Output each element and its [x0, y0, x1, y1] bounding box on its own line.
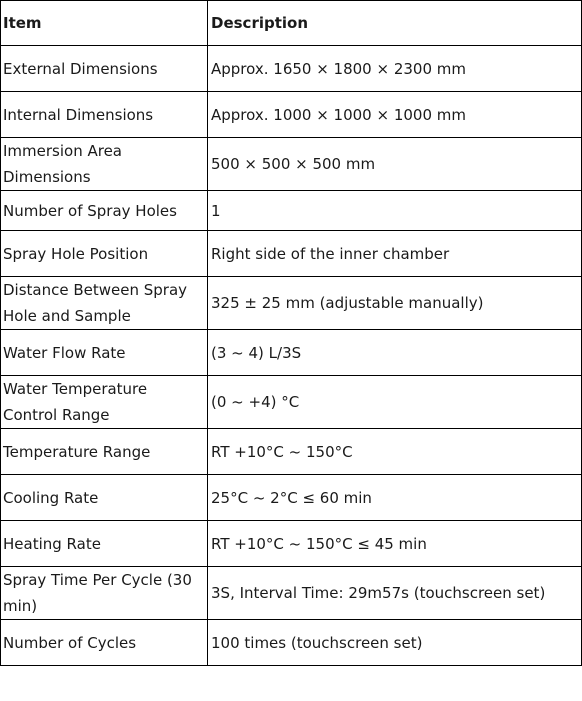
description-cell: 25°C ~ 2°C ≤ 60 min	[208, 475, 582, 521]
item-cell: Distance Between Spray Hole and Sample	[1, 277, 208, 330]
item-cell: Spray Time Per Cycle (30 min)	[1, 567, 208, 620]
item-cell: Spray Hole Position	[1, 231, 208, 277]
item-cell: Number of Cycles	[1, 620, 208, 666]
table-row	[1, 620, 582, 666]
table-row	[1, 376, 582, 429]
description-cell: Approx. 1000 × 1000 × 1000 mm	[208, 92, 582, 138]
table-row	[1, 231, 582, 277]
item-cell: Temperature Range	[1, 429, 208, 475]
item-cell: Internal Dimensions	[1, 92, 208, 138]
table-row	[1, 277, 582, 330]
table-row	[1, 191, 582, 231]
description-cell: RT +10°C ~ 150°C ≤ 45 min	[208, 521, 582, 567]
description-cell: 1	[208, 191, 582, 231]
item-cell: Immersion Area Dimensions	[1, 138, 208, 191]
table-row	[1, 429, 582, 475]
item-cell: Water Flow Rate	[1, 330, 208, 376]
item-cell: Water Temperature Control Range	[1, 376, 208, 429]
description-cell: RT +10°C ~ 150°C	[208, 429, 582, 475]
item-cell: Heating Rate	[1, 521, 208, 567]
item-cell: Number of Spray Holes	[1, 191, 208, 231]
table-header-row	[1, 1, 582, 46]
description-cell: 100 times (touchscreen set)	[208, 620, 582, 666]
item-cell: Cooling Rate	[1, 475, 208, 521]
table-row	[1, 138, 582, 191]
table-row	[1, 92, 582, 138]
description-cell: (3 ~ 4) L/3S	[208, 330, 582, 376]
description-cell: (0 ~ +4) °C	[208, 376, 582, 429]
description-cell: 3S, Interval Time: 29m57s (touchscreen set)	[208, 567, 582, 620]
table-row	[1, 521, 582, 567]
table-row	[1, 567, 582, 620]
table-row	[1, 475, 582, 521]
table-row	[1, 330, 582, 376]
header-description: Description	[208, 1, 582, 46]
item-cell: External Dimensions	[1, 46, 208, 92]
table-row	[1, 46, 582, 92]
description-cell: 325 ± 25 mm (adjustable manually)	[208, 277, 582, 330]
description-cell: Approx. 1650 × 1800 × 2300 mm	[208, 46, 582, 92]
header-item: Item	[1, 1, 208, 46]
description-cell: 500 × 500 × 500 mm	[208, 138, 582, 191]
description-cell: Right side of the inner chamber	[208, 231, 582, 277]
